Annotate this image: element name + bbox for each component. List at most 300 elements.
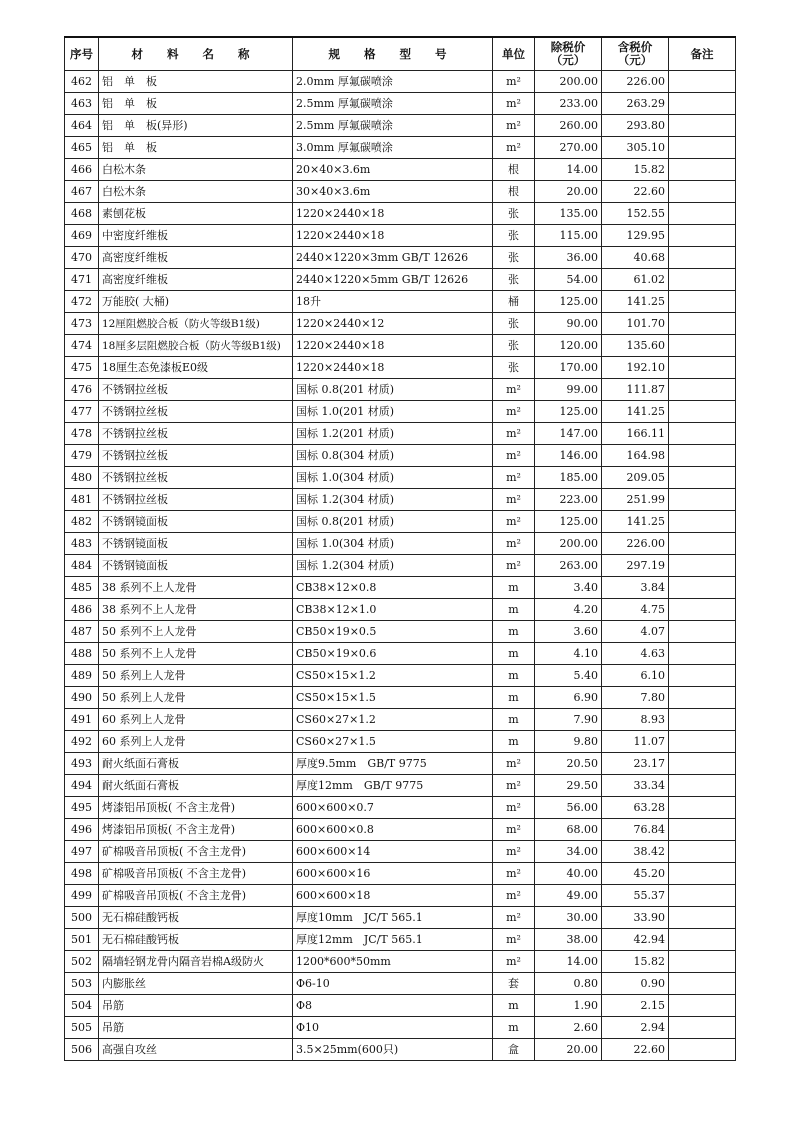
cell-no: 505	[65, 1017, 99, 1039]
cell-price-ex-tax: 223.00	[535, 489, 602, 511]
cell-price-ex-tax: 3.60	[535, 621, 602, 643]
cell-remark	[669, 269, 736, 291]
cell-price-in-tax: 22.60	[602, 1039, 669, 1061]
cell-no: 476	[65, 379, 99, 401]
cell-unit: m	[493, 1017, 535, 1039]
cell-spec: 国标 1.2(201 材质)	[293, 423, 493, 445]
cell-name: 白松木条	[99, 159, 293, 181]
cell-unit: m	[493, 731, 535, 753]
cell-price-ex-tax: 99.00	[535, 379, 602, 401]
cell-price-in-tax: 141.25	[602, 401, 669, 423]
table-row	[65, 137, 736, 159]
cell-price-in-tax: 15.82	[602, 951, 669, 973]
cell-price-in-tax: 4.07	[602, 621, 669, 643]
cell-spec: 1220×2440×18	[293, 357, 493, 379]
cell-spec: Φ8	[293, 995, 493, 1017]
cell-unit: m²	[493, 951, 535, 973]
cell-name: 中密度纤维板	[99, 225, 293, 247]
cell-price-in-tax: 55.37	[602, 885, 669, 907]
cell-price-ex-tax: 185.00	[535, 467, 602, 489]
cell-price-ex-tax: 7.90	[535, 709, 602, 731]
cell-spec: 600×600×0.7	[293, 797, 493, 819]
cell-price-ex-tax: 68.00	[535, 819, 602, 841]
cell-price-ex-tax: 14.00	[535, 951, 602, 973]
table-row	[65, 929, 736, 951]
cell-spec: 20×40×3.6m	[293, 159, 493, 181]
table-row	[65, 973, 736, 995]
cell-remark	[669, 401, 736, 423]
cell-name: 耐火纸面石膏板	[99, 775, 293, 797]
cell-remark	[669, 775, 736, 797]
cell-spec: 1220×2440×18	[293, 335, 493, 357]
cell-unit: m²	[493, 93, 535, 115]
table-row	[65, 269, 736, 291]
cell-name: 无石棉硅酸钙板	[99, 929, 293, 951]
col-header-price-ex-tax: 除税价 （元）	[535, 37, 602, 71]
cell-unit: 张	[493, 357, 535, 379]
cell-no: 475	[65, 357, 99, 379]
table-row	[65, 445, 736, 467]
cell-no: 503	[65, 973, 99, 995]
cell-price-in-tax: 152.55	[602, 203, 669, 225]
cell-spec: 2440×1220×3mm GB/T 12626	[293, 247, 493, 269]
cell-name: 铝 单 板	[99, 137, 293, 159]
cell-no: 470	[65, 247, 99, 269]
cell-price-ex-tax: 125.00	[535, 401, 602, 423]
cell-price-ex-tax: 0.80	[535, 973, 602, 995]
table-row	[65, 709, 736, 731]
cell-price-ex-tax: 36.00	[535, 247, 602, 269]
cell-spec: 厚度12mm JC/T 565.1	[293, 929, 493, 951]
cell-unit: 张	[493, 247, 535, 269]
cell-spec: 600×600×18	[293, 885, 493, 907]
cell-unit: 根	[493, 159, 535, 181]
cell-no: 483	[65, 533, 99, 555]
cell-name: 50 系列上人龙骨	[99, 687, 293, 709]
table-row	[65, 1039, 736, 1061]
cell-name: 不锈钢拉丝板	[99, 489, 293, 511]
table-row	[65, 797, 736, 819]
cell-unit: m²	[493, 775, 535, 797]
cell-no: 489	[65, 665, 99, 687]
cell-name: 18厘多层阻燃胶合板（防火等级B1级)	[99, 335, 293, 357]
cell-price-in-tax: 22.60	[602, 181, 669, 203]
table-row	[65, 907, 736, 929]
cell-price-ex-tax: 263.00	[535, 555, 602, 577]
cell-price-ex-tax: 115.00	[535, 225, 602, 247]
cell-spec: CS60×27×1.5	[293, 731, 493, 753]
cell-price-ex-tax: 20.50	[535, 753, 602, 775]
cell-price-ex-tax: 2.60	[535, 1017, 602, 1039]
table-row	[65, 819, 736, 841]
table-row	[65, 71, 736, 93]
cell-price-ex-tax: 200.00	[535, 533, 602, 555]
cell-price-in-tax: 40.68	[602, 247, 669, 269]
cell-spec: CB38×12×0.8	[293, 577, 493, 599]
cell-unit: m²	[493, 929, 535, 951]
cell-price-ex-tax: 125.00	[535, 291, 602, 313]
cell-unit: 张	[493, 225, 535, 247]
cell-price-in-tax: 4.75	[602, 599, 669, 621]
cell-name: 铝 单 板	[99, 71, 293, 93]
cell-price-ex-tax: 125.00	[535, 511, 602, 533]
cell-unit: m²	[493, 533, 535, 555]
cell-remark	[669, 863, 736, 885]
cell-no: 478	[65, 423, 99, 445]
cell-price-ex-tax: 233.00	[535, 93, 602, 115]
cell-name: 60 系列上人龙骨	[99, 709, 293, 731]
cell-spec: CS50×15×1.2	[293, 665, 493, 687]
cell-remark	[669, 445, 736, 467]
cell-remark	[669, 203, 736, 225]
table-row	[65, 621, 736, 643]
cell-remark	[669, 731, 736, 753]
price-table	[64, 36, 736, 1061]
cell-no: 464	[65, 115, 99, 137]
cell-remark	[669, 665, 736, 687]
cell-remark	[669, 93, 736, 115]
cell-price-ex-tax: 270.00	[535, 137, 602, 159]
cell-spec: 600×600×16	[293, 863, 493, 885]
cell-unit: 张	[493, 269, 535, 291]
cell-remark	[669, 797, 736, 819]
cell-price-in-tax: 297.19	[602, 555, 669, 577]
cell-name: 高密度纤维板	[99, 269, 293, 291]
cell-remark	[669, 291, 736, 313]
cell-no: 474	[65, 335, 99, 357]
table-row	[65, 313, 736, 335]
cell-spec: 1220×2440×12	[293, 313, 493, 335]
cell-name: 烤漆铝吊顶板( 不含主龙骨)	[99, 819, 293, 841]
cell-price-ex-tax: 40.00	[535, 863, 602, 885]
cell-price-ex-tax: 29.50	[535, 775, 602, 797]
cell-remark	[669, 115, 736, 137]
cell-no: 497	[65, 841, 99, 863]
cell-price-in-tax: 164.98	[602, 445, 669, 467]
cell-name: 铝 单 板(异形)	[99, 115, 293, 137]
cell-price-ex-tax: 147.00	[535, 423, 602, 445]
cell-remark	[669, 687, 736, 709]
table-row	[65, 885, 736, 907]
cell-remark	[669, 929, 736, 951]
cell-price-ex-tax: 20.00	[535, 1039, 602, 1061]
cell-no: 488	[65, 643, 99, 665]
cell-no: 472	[65, 291, 99, 313]
cell-name: 不锈钢拉丝板	[99, 445, 293, 467]
cell-price-ex-tax: 6.90	[535, 687, 602, 709]
cell-remark	[669, 225, 736, 247]
cell-name: 50 系列不上人龙骨	[99, 621, 293, 643]
table-row	[65, 357, 736, 379]
cell-price-ex-tax: 170.00	[535, 357, 602, 379]
cell-spec: 1220×2440×18	[293, 203, 493, 225]
cell-price-in-tax: 192.10	[602, 357, 669, 379]
table-header-row	[65, 37, 736, 71]
cell-spec: 国标 0.8(201 材质)	[293, 379, 493, 401]
cell-price-ex-tax: 14.00	[535, 159, 602, 181]
cell-no: 492	[65, 731, 99, 753]
cell-unit: m²	[493, 885, 535, 907]
cell-name: 不锈钢镜面板	[99, 555, 293, 577]
cell-unit: 根	[493, 181, 535, 203]
cell-no: 491	[65, 709, 99, 731]
cell-no: 500	[65, 907, 99, 929]
table-body	[65, 71, 736, 1061]
table-row	[65, 775, 736, 797]
cell-unit: m	[493, 643, 535, 665]
col-header-price-in-tax: 含税价 （元）	[602, 37, 669, 71]
cell-price-in-tax: 4.63	[602, 643, 669, 665]
cell-name: 不锈钢镜面板	[99, 533, 293, 555]
table-row	[65, 247, 736, 269]
cell-name: 60 系列上人龙骨	[99, 731, 293, 753]
cell-price-in-tax: 7.80	[602, 687, 669, 709]
cell-spec: 国标 0.8(201 材质)	[293, 511, 493, 533]
cell-no: 482	[65, 511, 99, 533]
cell-price-in-tax: 293.80	[602, 115, 669, 137]
cell-price-ex-tax: 20.00	[535, 181, 602, 203]
cell-no: 468	[65, 203, 99, 225]
cell-no: 484	[65, 555, 99, 577]
table-row	[65, 489, 736, 511]
cell-unit: m²	[493, 467, 535, 489]
cell-name: 不锈钢镜面板	[99, 511, 293, 533]
cell-spec: 600×600×0.8	[293, 819, 493, 841]
cell-price-in-tax: 101.70	[602, 313, 669, 335]
table-row	[65, 93, 736, 115]
cell-price-in-tax: 141.25	[602, 511, 669, 533]
cell-price-in-tax: 2.94	[602, 1017, 669, 1039]
cell-spec: 2440×1220×5mm GB/T 12626	[293, 269, 493, 291]
cell-remark	[669, 467, 736, 489]
table-row	[65, 951, 736, 973]
cell-spec: Φ10	[293, 1017, 493, 1039]
cell-spec: 国标 1.0(201 材质)	[293, 401, 493, 423]
cell-remark	[669, 973, 736, 995]
cell-unit: 张	[493, 203, 535, 225]
cell-no: 462	[65, 71, 99, 93]
cell-name: 烤漆铝吊顶板( 不含主龙骨)	[99, 797, 293, 819]
cell-price-ex-tax: 49.00	[535, 885, 602, 907]
cell-unit: m²	[493, 907, 535, 929]
cell-price-in-tax: 42.94	[602, 929, 669, 951]
col-header-no: 序号	[65, 37, 99, 71]
cell-name: 不锈钢拉丝板	[99, 379, 293, 401]
cell-price-ex-tax: 90.00	[535, 313, 602, 335]
cell-spec: 2.5mm 厚氟碳喷涂	[293, 115, 493, 137]
table-row	[65, 555, 736, 577]
cell-no: 499	[65, 885, 99, 907]
cell-price-ex-tax: 34.00	[535, 841, 602, 863]
cell-name: 12厘阻燃胶合板（防火等级B1级)	[99, 313, 293, 335]
table-row	[65, 643, 736, 665]
cell-spec: 600×600×14	[293, 841, 493, 863]
cell-name: 矿棉吸音吊顶板( 不含主龙骨)	[99, 885, 293, 907]
table-row	[65, 181, 736, 203]
cell-unit: 桶	[493, 291, 535, 313]
cell-remark	[669, 71, 736, 93]
cell-remark	[669, 709, 736, 731]
cell-unit: m²	[493, 445, 535, 467]
cell-price-ex-tax: 146.00	[535, 445, 602, 467]
cell-price-in-tax: 226.00	[602, 533, 669, 555]
cell-unit: m²	[493, 863, 535, 885]
table-row	[65, 753, 736, 775]
cell-spec: 厚度10mm JC/T 565.1	[293, 907, 493, 929]
cell-unit: m	[493, 709, 535, 731]
cell-unit: m²	[493, 841, 535, 863]
cell-spec: 2.0mm 厚氟碳喷涂	[293, 71, 493, 93]
cell-spec: 国标 1.0(304 材质)	[293, 533, 493, 555]
cell-name: 50 系列不上人龙骨	[99, 643, 293, 665]
table-row	[65, 335, 736, 357]
cell-remark	[669, 335, 736, 357]
cell-spec: Φ6-10	[293, 973, 493, 995]
cell-no: 501	[65, 929, 99, 951]
cell-name: 耐火纸面石膏板	[99, 753, 293, 775]
table-row	[65, 1017, 736, 1039]
cell-no: 467	[65, 181, 99, 203]
cell-unit: m	[493, 687, 535, 709]
cell-price-ex-tax: 3.40	[535, 577, 602, 599]
cell-price-ex-tax: 135.00	[535, 203, 602, 225]
cell-spec: 3.5×25mm(600只)	[293, 1039, 493, 1061]
table-row	[65, 731, 736, 753]
cell-price-in-tax: 0.90	[602, 973, 669, 995]
cell-unit: m	[493, 665, 535, 687]
cell-price-ex-tax: 260.00	[535, 115, 602, 137]
table-row	[65, 379, 736, 401]
cell-price-in-tax: 3.84	[602, 577, 669, 599]
cell-price-in-tax: 129.95	[602, 225, 669, 247]
cell-name: 高密度纤维板	[99, 247, 293, 269]
cell-no: 473	[65, 313, 99, 335]
cell-unit: m²	[493, 511, 535, 533]
cell-price-in-tax: 23.17	[602, 753, 669, 775]
cell-spec: 2.5mm 厚氟碳喷涂	[293, 93, 493, 115]
cell-price-ex-tax: 120.00	[535, 335, 602, 357]
table-row	[65, 577, 736, 599]
cell-no: 466	[65, 159, 99, 181]
table-row	[65, 665, 736, 687]
cell-name: 万能胶( 大桶)	[99, 291, 293, 313]
table-row	[65, 291, 736, 313]
table-row	[65, 159, 736, 181]
cell-name: 铝 单 板	[99, 93, 293, 115]
table-row	[65, 115, 736, 137]
cell-no: 504	[65, 995, 99, 1017]
cell-remark	[669, 599, 736, 621]
cell-unit: m	[493, 995, 535, 1017]
cell-remark	[669, 753, 736, 775]
cell-remark	[669, 555, 736, 577]
cell-remark	[669, 379, 736, 401]
cell-price-in-tax: 166.11	[602, 423, 669, 445]
cell-no: 495	[65, 797, 99, 819]
cell-no: 477	[65, 401, 99, 423]
cell-remark	[669, 533, 736, 555]
cell-remark	[669, 489, 736, 511]
cell-price-in-tax: 209.05	[602, 467, 669, 489]
cell-name: 不锈钢拉丝板	[99, 401, 293, 423]
cell-price-ex-tax: 5.40	[535, 665, 602, 687]
cell-name: 不锈钢拉丝板	[99, 467, 293, 489]
cell-spec: 国标 1.2(304 材质)	[293, 489, 493, 511]
cell-spec: 国标 0.8(304 材质)	[293, 445, 493, 467]
cell-unit: 张	[493, 313, 535, 335]
cell-no: 469	[65, 225, 99, 247]
cell-name: 吊筋	[99, 1017, 293, 1039]
cell-remark	[669, 247, 736, 269]
cell-no: 498	[65, 863, 99, 885]
cell-remark	[669, 357, 736, 379]
cell-price-in-tax: 33.90	[602, 907, 669, 929]
cell-price-in-tax: 135.60	[602, 335, 669, 357]
cell-name: 素刨花板	[99, 203, 293, 225]
cell-price-in-tax: 8.93	[602, 709, 669, 731]
cell-price-in-tax: 38.42	[602, 841, 669, 863]
cell-name: 无石棉硅酸钙板	[99, 907, 293, 929]
cell-unit: m	[493, 577, 535, 599]
cell-no: 481	[65, 489, 99, 511]
cell-remark	[669, 907, 736, 929]
cell-unit: m²	[493, 115, 535, 137]
cell-price-in-tax: 61.02	[602, 269, 669, 291]
cell-spec: 厚度9.5mm GB/T 9775	[293, 753, 493, 775]
cell-unit: m²	[493, 137, 535, 159]
cell-remark	[669, 423, 736, 445]
cell-unit: m²	[493, 71, 535, 93]
cell-remark	[669, 1017, 736, 1039]
cell-name: 吊筋	[99, 995, 293, 1017]
cell-no: 502	[65, 951, 99, 973]
cell-name: 不锈钢拉丝板	[99, 423, 293, 445]
cell-remark	[669, 885, 736, 907]
cell-name: 18厘生态免漆板E0级	[99, 357, 293, 379]
cell-unit: m	[493, 621, 535, 643]
cell-spec: CB38×12×1.0	[293, 599, 493, 621]
table-row	[65, 203, 736, 225]
cell-unit: m²	[493, 489, 535, 511]
cell-name: 白松木条	[99, 181, 293, 203]
cell-price-ex-tax: 38.00	[535, 929, 602, 951]
table-row	[65, 467, 736, 489]
cell-unit: m²	[493, 819, 535, 841]
cell-remark	[669, 511, 736, 533]
cell-price-in-tax: 76.84	[602, 819, 669, 841]
cell-price-in-tax: 2.15	[602, 995, 669, 1017]
cell-remark	[669, 137, 736, 159]
cell-remark	[669, 577, 736, 599]
cell-unit: m²	[493, 379, 535, 401]
cell-no: 493	[65, 753, 99, 775]
cell-price-in-tax: 141.25	[602, 291, 669, 313]
cell-remark	[669, 819, 736, 841]
col-header-name: 材 料 名 称	[99, 37, 293, 71]
cell-remark	[669, 951, 736, 973]
cell-name: 隔墙轻钢龙骨内隔音岩棉A级防火	[99, 951, 293, 973]
cell-unit: m²	[493, 423, 535, 445]
table-row	[65, 225, 736, 247]
cell-spec: CB50×19×0.6	[293, 643, 493, 665]
cell-price-in-tax: 45.20	[602, 863, 669, 885]
cell-spec: CB50×19×0.5	[293, 621, 493, 643]
col-header-remark: 备注	[669, 37, 736, 71]
cell-spec: CS50×15×1.5	[293, 687, 493, 709]
cell-spec: 国标 1.0(304 材质)	[293, 467, 493, 489]
cell-spec: 1220×2440×18	[293, 225, 493, 247]
cell-spec: 3.0mm 厚氟碳喷涂	[293, 137, 493, 159]
